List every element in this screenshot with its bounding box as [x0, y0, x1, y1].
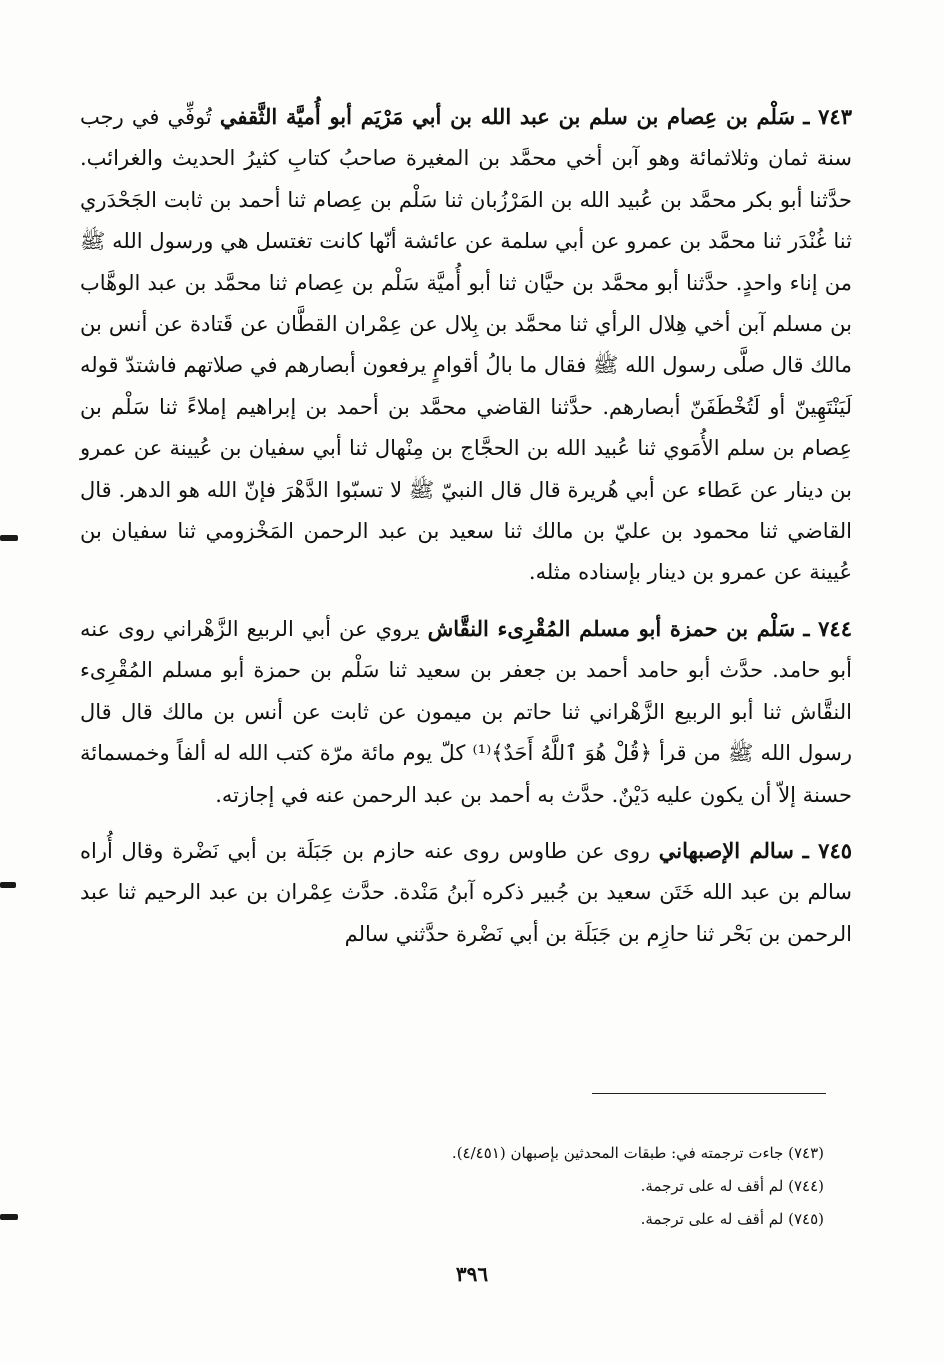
- main-text: [80, 96, 852, 969]
- scan-margin-mark: [0, 882, 16, 888]
- entry-text: تُوفِّي في رجب سنة ثمان وثلاثمائة وهو آبن أخي محمَّد بن المغيرة صاحبُ كتابِ كثيرُ الحديث والغرائب. حدَّثنا أبو بكر محمَّد بن عُبيد الله بن المَرْزُبان ثنا سَلْم بن عِصام ثنا أحمد بن ثابت الجَحْدَري ثنا غُنْدَر ثنا محمَّد بن عمرو عن أبي سلمة عن عائشة أنّها كانت تغتسل هي ورسول الله ﷺ من إناء واحدٍ. حدَّثنا أبو محمَّد بن حيَّان ثنا أبو أُميَّة سَلْم بن عِصام ثنا محمَّد بن عبد الوهَّاب بن مسلم آبن أخي هِلال الرأي ثنا محمَّد بن بِلال عن عِمْران القطَّان عن قَتادة عن أنس بن مالك قال صلَّى رسول الله ﷺ فقال ما بالُ أقوامٍ يرفعون أبصارهم في صلاتهم فاشتدّ قوله لَيَنْتَهِينّ أو لَتُخْطَفَنّ أبصارهم. حدَّثنا القاضي محمَّد بن أحمد بن إبراهيم إملاءً ثنا سَلْم بن عِصام بن سلم الأُمَوي ثنا عُبيد الله بن الحجَّاج بن مِنْهال ثنا أبي سفيان بن عُيينة عن عمرو بن دينار عن عَطاء عن أبي هُريرة قال قال النبيّ ﷺ لا تسبّوا الدَّهْرَ فإنّ الله هو الدهر. قال القاضي ثنا محمود بن عليّ بن مالك ثنا سعيد بن عبد الرحمن المَخْزومي ثنا سفيان بن عُيينة عن عمرو بن دينار بإسناده مثله.: [80, 105, 852, 585]
- page-number: ٣٩٦: [455, 1262, 489, 1286]
- entry-heading: سَلْم بن حمزة أبو مسلم المُقْرِىء النقَّاش: [427, 615, 796, 641]
- entry-number: ٧٤٣ ـ: [803, 104, 852, 129]
- footnotes: [80, 1137, 824, 1236]
- footnote-separator: [592, 1093, 826, 1094]
- entry-744: [80, 608, 852, 816]
- entry-743: [80, 96, 852, 594]
- entry-text: روى عن طاوس روى عنه حازم بن جَبَلَة بن أبي نَضْرة وقال أُراه سالم بن عبد الله خَتَن سعيد بن جُبير ذكره آبنُ مَنْدة. حدَّث عِمْران بن عبد الرحيم ثنا عبد الرحمن بن بَحْر ثنا حازِم بن جَبَلَة بن أبي نَضْرة حدَّثني سالم: [80, 838, 852, 946]
- entry-heading: سالم الإصبهاني: [658, 837, 794, 863]
- entry-heading: سَلْم بن عِصام بن سلم بن عبد الله بن أبي مَرْيَم أبو أُميَّة الثَّقفي: [219, 104, 796, 129]
- footnote-743: (٧٤٣) جاءت ترجمته في: طبقات المحدثين بإصبهان (٤/٤٥١).: [451, 1144, 824, 1162]
- entry-745: [80, 830, 852, 955]
- footnote-745: (٧٤٥) لم أقف له على ترجمة.: [640, 1210, 824, 1228]
- scan-margin-mark: [0, 1214, 18, 1220]
- entry-number: ٧٤٥ ـ: [802, 837, 853, 863]
- entry-text: يروي عن أبي الربيع الزَّهْراني روى عنه أبو حامد. حدَّث أبو حامد أحمد بن جعفر بن سعيد ثنا سَلْم بن حمزة أبو مسلم المُقْرِىء النقَّاش ثنا أبو الربيع الزَّهْراني ثنا حاتم بن ميمون عن ثابت عن أنس بن مالك قال قال رسول الله ﷺ من قرأ ﴿قُلْ هُوَ ٱللَّهُ أَحَدٌ﴾⁽¹⁾ كلّ يوم مائة مرّة كتب الله له ألفاً وخمسمائة حسنة إلاّ أن يكون عليه دَيْنٌ. حدَّث به أحمد بن عبد الرحمن عنه في إجازته.: [80, 616, 852, 807]
- footnote-744: (٧٤٤) لم أقف له على ترجمة.: [640, 1177, 824, 1195]
- scan-margin-mark: [0, 535, 18, 541]
- entry-number: ٧٤٤ ـ: [803, 615, 852, 641]
